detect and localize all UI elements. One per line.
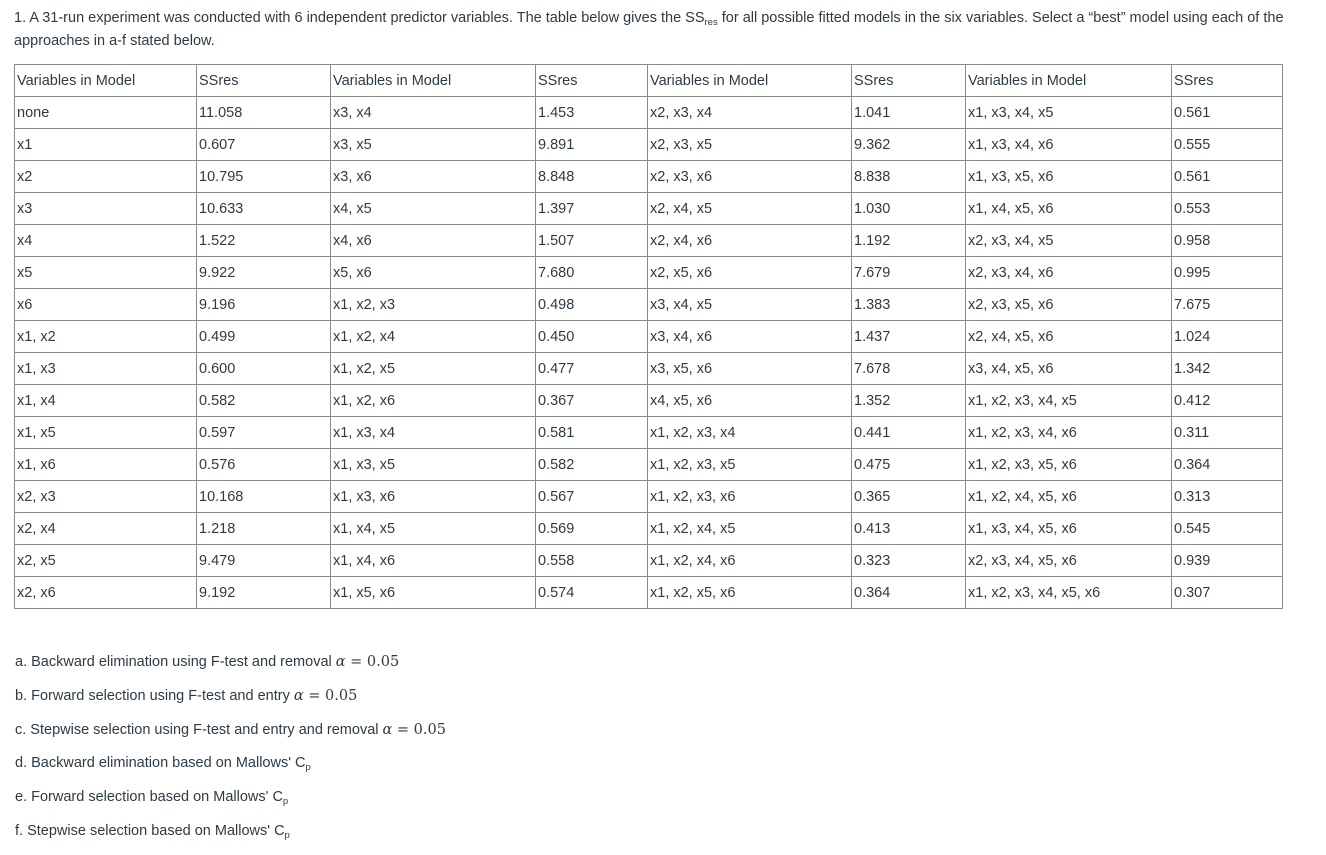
ssres-value-cell: 0.545 <box>1172 513 1283 545</box>
model-variables-cell: x4, x5 <box>331 193 536 225</box>
ssres-value-cell: 1.522 <box>197 225 331 257</box>
model-variables-cell: x2, x3, x6 <box>648 161 852 193</box>
model-variables-cell: x2, x3 <box>15 481 197 513</box>
ssres-value-cell: 1.383 <box>852 289 966 321</box>
ssres-value-cell: 0.939 <box>1172 545 1283 577</box>
problem-text-end: for all possible fitted models in the six variables. Select a “best” model using each of the approaches in a-f stated below. <box>14 10 1284 49</box>
alpha-value: = 0.05 <box>303 687 358 704</box>
model-variables-cell: x2, x5 <box>15 545 197 577</box>
ssres-value-cell: 10.795 <box>197 161 331 193</box>
model-variables-cell: x1, x3, x5, x6 <box>966 161 1172 193</box>
header-variables-in-model: Variables in Model <box>648 65 852 97</box>
ssres-value-cell: 10.633 <box>197 193 331 225</box>
ssres-value-cell: 1.192 <box>852 225 966 257</box>
table-row <box>15 385 1283 417</box>
model-variables-cell: x3, x4, x6 <box>648 321 852 353</box>
model-variables-cell: x1, x2, x3, x6 <box>648 481 852 513</box>
model-variables-cell: x1, x3, x4, x5, x6 <box>966 513 1172 545</box>
ssres-value-cell: 0.323 <box>852 545 966 577</box>
ssres-value-cell: 1.024 <box>1172 321 1283 353</box>
table-row <box>15 129 1283 161</box>
model-variables-cell: x3, x4, x5 <box>648 289 852 321</box>
question-part <box>15 685 715 719</box>
ssres-value-cell: 0.567 <box>536 481 648 513</box>
ssres-value-cell: 10.168 <box>197 481 331 513</box>
table-row <box>15 161 1283 193</box>
model-variables-cell: x1, x2, x3, x5, x6 <box>966 449 1172 481</box>
problem-statement <box>14 7 1304 53</box>
cp-subscript: p <box>282 796 289 808</box>
alpha-symbol: α <box>293 687 304 704</box>
model-variables-cell: x1, x2, x5 <box>331 353 536 385</box>
model-variables-cell: x5 <box>15 257 197 289</box>
ssres-value-cell: 0.364 <box>1172 449 1283 481</box>
alpha-expression <box>383 722 446 738</box>
table-row <box>15 577 1283 609</box>
model-variables-cell: x2, x4 <box>15 513 197 545</box>
header-ssres: SSres <box>536 65 648 97</box>
ssres-value-cell: 0.995 <box>1172 257 1283 289</box>
model-variables-cell: x2, x3, x4, x5 <box>966 225 1172 257</box>
ssres-value-cell: 0.313 <box>1172 481 1283 513</box>
model-variables-cell: x1, x2, x5, x6 <box>648 577 852 609</box>
ssres-value-cell: 7.678 <box>852 353 966 385</box>
question-part <box>15 820 715 854</box>
model-variables-cell: x1, x2, x3, x4 <box>648 417 852 449</box>
ssres-value-cell: 0.477 <box>536 353 648 385</box>
ssres-value-cell: 0.561 <box>1172 161 1283 193</box>
ssres-value-cell: 0.307 <box>1172 577 1283 609</box>
model-variables-cell: x1, x2 <box>15 321 197 353</box>
model-variables-cell: x4 <box>15 225 197 257</box>
model-variables-cell: x1, x2, x6 <box>331 385 536 417</box>
model-variables-cell: x2, x3, x4, x5, x6 <box>966 545 1172 577</box>
model-variables-cell: x2, x3, x4 <box>648 97 852 129</box>
header-ssres: SSres <box>1172 65 1283 97</box>
model-variables-cell: x1, x2, x4, x5 <box>648 513 852 545</box>
model-variables-cell: x1, x3, x4, x6 <box>966 129 1172 161</box>
ssres-value-cell: 0.311 <box>1172 417 1283 449</box>
ssres-value-cell: 0.475 <box>852 449 966 481</box>
alpha-symbol: α <box>335 654 346 670</box>
model-variables-cell: none <box>15 97 197 129</box>
model-variables-cell: x2, x6 <box>15 577 197 609</box>
ssres-value-cell: 1.397 <box>536 193 648 225</box>
ssres-value-cell: 1.342 <box>1172 353 1283 385</box>
ssres-value-cell: 9.891 <box>536 129 648 161</box>
alpha-value: = 0.05 <box>345 654 400 670</box>
ssres-value-cell: 0.498 <box>536 289 648 321</box>
model-variables-cell: x1, x2, x3 <box>331 289 536 321</box>
ssres-value-cell: 1.218 <box>197 513 331 545</box>
ssres-value-cell: 9.362 <box>852 129 966 161</box>
table-row <box>15 257 1283 289</box>
ssres-value-cell: 0.582 <box>536 449 648 481</box>
model-variables-cell: x1, x2, x3, x4, x5, x6 <box>966 577 1172 609</box>
ssres-value-cell: 1.352 <box>852 385 966 417</box>
table-row <box>15 289 1283 321</box>
model-variables-cell: x2 <box>15 161 197 193</box>
ssres-value-cell: 0.441 <box>852 417 966 449</box>
model-variables-cell: x2, x4, x6 <box>648 225 852 257</box>
model-variables-cell: x2, x4, x5 <box>648 193 852 225</box>
alpha-expression <box>336 654 399 670</box>
header-variables-in-model: Variables in Model <box>966 65 1172 97</box>
question-part-text: e. Forward selection based on Mallows' C <box>15 789 283 806</box>
ssres-value-cell: 0.499 <box>197 321 331 353</box>
model-variables-cell: x2, x3, x4, x6 <box>966 257 1172 289</box>
question-parts <box>15 651 715 854</box>
model-variables-cell: x1, x4, x5, x6 <box>966 193 1172 225</box>
question-part <box>15 719 715 753</box>
model-variables-cell: x1, x2, x4, x5, x6 <box>966 481 1172 513</box>
table-row <box>15 449 1283 481</box>
ssres-value-cell: 0.569 <box>536 513 648 545</box>
model-variables-cell: x1, x2, x3, x4, x6 <box>966 417 1172 449</box>
header-variables-in-model: Variables in Model <box>15 65 197 97</box>
alpha-value: = 0.05 <box>392 721 446 738</box>
model-variables-cell: x3 <box>15 193 197 225</box>
question-part <box>15 651 715 685</box>
model-variables-cell: x3, x4 <box>331 97 536 129</box>
model-variables-cell: x5, x6 <box>331 257 536 289</box>
model-variables-cell: x1, x3, x5 <box>331 449 536 481</box>
ssres-value-cell: 1.453 <box>536 97 648 129</box>
table-body <box>15 65 1283 609</box>
header-ssres: SSres <box>197 65 331 97</box>
question-part-text: d. Backward elimination based on Mallows' C <box>15 755 306 772</box>
model-variables-cell: x2, x5, x6 <box>648 257 852 289</box>
ssres-value-cell: 0.558 <box>536 545 648 577</box>
table-row <box>15 545 1283 577</box>
ssres-value-cell: 0.574 <box>536 577 648 609</box>
question-part <box>15 752 715 786</box>
question-part <box>15 786 715 820</box>
ssres-value-cell: 9.196 <box>197 289 331 321</box>
ssres-value-cell: 1.437 <box>852 321 966 353</box>
ssres-value-cell: 1.507 <box>536 225 648 257</box>
ssres-value-cell: 7.675 <box>1172 289 1283 321</box>
ssres-value-cell: 1.030 <box>852 193 966 225</box>
model-variables-cell: x1, x2, x3, x5 <box>648 449 852 481</box>
model-variables-cell: x1, x3, x6 <box>331 481 536 513</box>
ssres-value-cell: 0.607 <box>197 129 331 161</box>
model-variables-cell: x1, x4, x5 <box>331 513 536 545</box>
ssres-value-cell: 0.365 <box>852 481 966 513</box>
ssres-value-cell: 1.041 <box>852 97 966 129</box>
ssres-value-cell: 0.561 <box>1172 97 1283 129</box>
model-variables-cell: x1, x6 <box>15 449 197 481</box>
table-row <box>15 321 1283 353</box>
model-variables-cell: x1, x4 <box>15 385 197 417</box>
ssres-value-cell: 0.553 <box>1172 193 1283 225</box>
ssres-value-cell: 9.479 <box>197 545 331 577</box>
ssres-value-cell: 0.576 <box>197 449 331 481</box>
question-part-text: c. Stepwise selection using F-test and entry and removal <box>15 721 383 738</box>
model-variables-cell: x2, x4, x5, x6 <box>966 321 1172 353</box>
model-variables-cell: x4, x6 <box>331 225 536 257</box>
table-row <box>15 193 1283 225</box>
model-variables-cell: x1, x3, x4, x5 <box>966 97 1172 129</box>
model-variables-cell: x1, x2, x4 <box>331 321 536 353</box>
ssres-value-cell: 8.848 <box>536 161 648 193</box>
model-variables-cell: x2, x3, x5, x6 <box>966 289 1172 321</box>
model-variables-cell: x1, x2, x4, x6 <box>648 545 852 577</box>
model-variables-cell: x3, x4, x5, x6 <box>966 353 1172 385</box>
model-variables-cell: x4, x5, x6 <box>648 385 852 417</box>
table-row <box>15 97 1283 129</box>
question-part-text: f. Stepwise selection based on Mallows' C <box>15 822 285 839</box>
table-header-row <box>15 65 1283 97</box>
table-row <box>15 513 1283 545</box>
ssres-value-cell: 0.367 <box>536 385 648 417</box>
ssres-value-cell: 0.581 <box>536 417 648 449</box>
model-variables-cell: x1, x5, x6 <box>331 577 536 609</box>
alpha-expression <box>294 688 357 704</box>
header-ssres: SSres <box>852 65 966 97</box>
model-variables-cell: x2, x3, x5 <box>648 129 852 161</box>
ssres-value-cell: 0.597 <box>197 417 331 449</box>
model-variables-cell: x1, x3 <box>15 353 197 385</box>
cp-subscript: p <box>305 762 311 774</box>
ss-res-subscript: res <box>704 17 718 28</box>
ssres-value-cell: 0.582 <box>197 385 331 417</box>
cp-subscript: p <box>284 829 290 841</box>
ssres-value-cell: 8.838 <box>852 161 966 193</box>
model-variables-cell: x1, x2, x3, x4, x5 <box>966 385 1172 417</box>
ssres-value-cell: 0.364 <box>852 577 966 609</box>
ssres-value-cell: 0.450 <box>536 321 648 353</box>
question-part-text: a. Backward elimination using F-test and removal <box>15 654 336 670</box>
model-variables-cell: x3, x5, x6 <box>648 353 852 385</box>
ssres-value-cell: 0.413 <box>852 513 966 545</box>
ssres-value-cell: 0.412 <box>1172 385 1283 417</box>
table-row <box>15 417 1283 449</box>
ssres-value-cell: 7.680 <box>536 257 648 289</box>
question-part-text: b. Forward selection using F-test and entry <box>15 687 294 704</box>
header-variables-in-model: Variables in Model <box>331 65 536 97</box>
table-row <box>15 481 1283 513</box>
model-variables-cell: x3, x6 <box>331 161 536 193</box>
ssres-table <box>14 64 1283 609</box>
model-variables-cell: x1, x3, x4 <box>331 417 536 449</box>
model-variables-cell: x1, x5 <box>15 417 197 449</box>
ssres-value-cell: 9.192 <box>197 577 331 609</box>
model-variables-cell: x6 <box>15 289 197 321</box>
model-variables-cell: x3, x5 <box>331 129 536 161</box>
table-row <box>15 353 1283 385</box>
model-variables-cell: x1, x4, x6 <box>331 545 536 577</box>
ssres-value-cell: 11.058 <box>197 97 331 129</box>
table-row <box>15 225 1283 257</box>
alpha-symbol: α <box>382 721 393 738</box>
ssres-value-cell: 7.679 <box>852 257 966 289</box>
ssres-value-cell: 0.958 <box>1172 225 1283 257</box>
ssres-value-cell: 0.600 <box>197 353 331 385</box>
model-variables-cell: x1 <box>15 129 197 161</box>
problem-text-start: 1. A 31-run experiment was conducted with 6 independent predictor variables. The table below gives the SS <box>14 10 705 26</box>
ssres-value-cell: 9.922 <box>197 257 331 289</box>
ssres-value-cell: 0.555 <box>1172 129 1283 161</box>
